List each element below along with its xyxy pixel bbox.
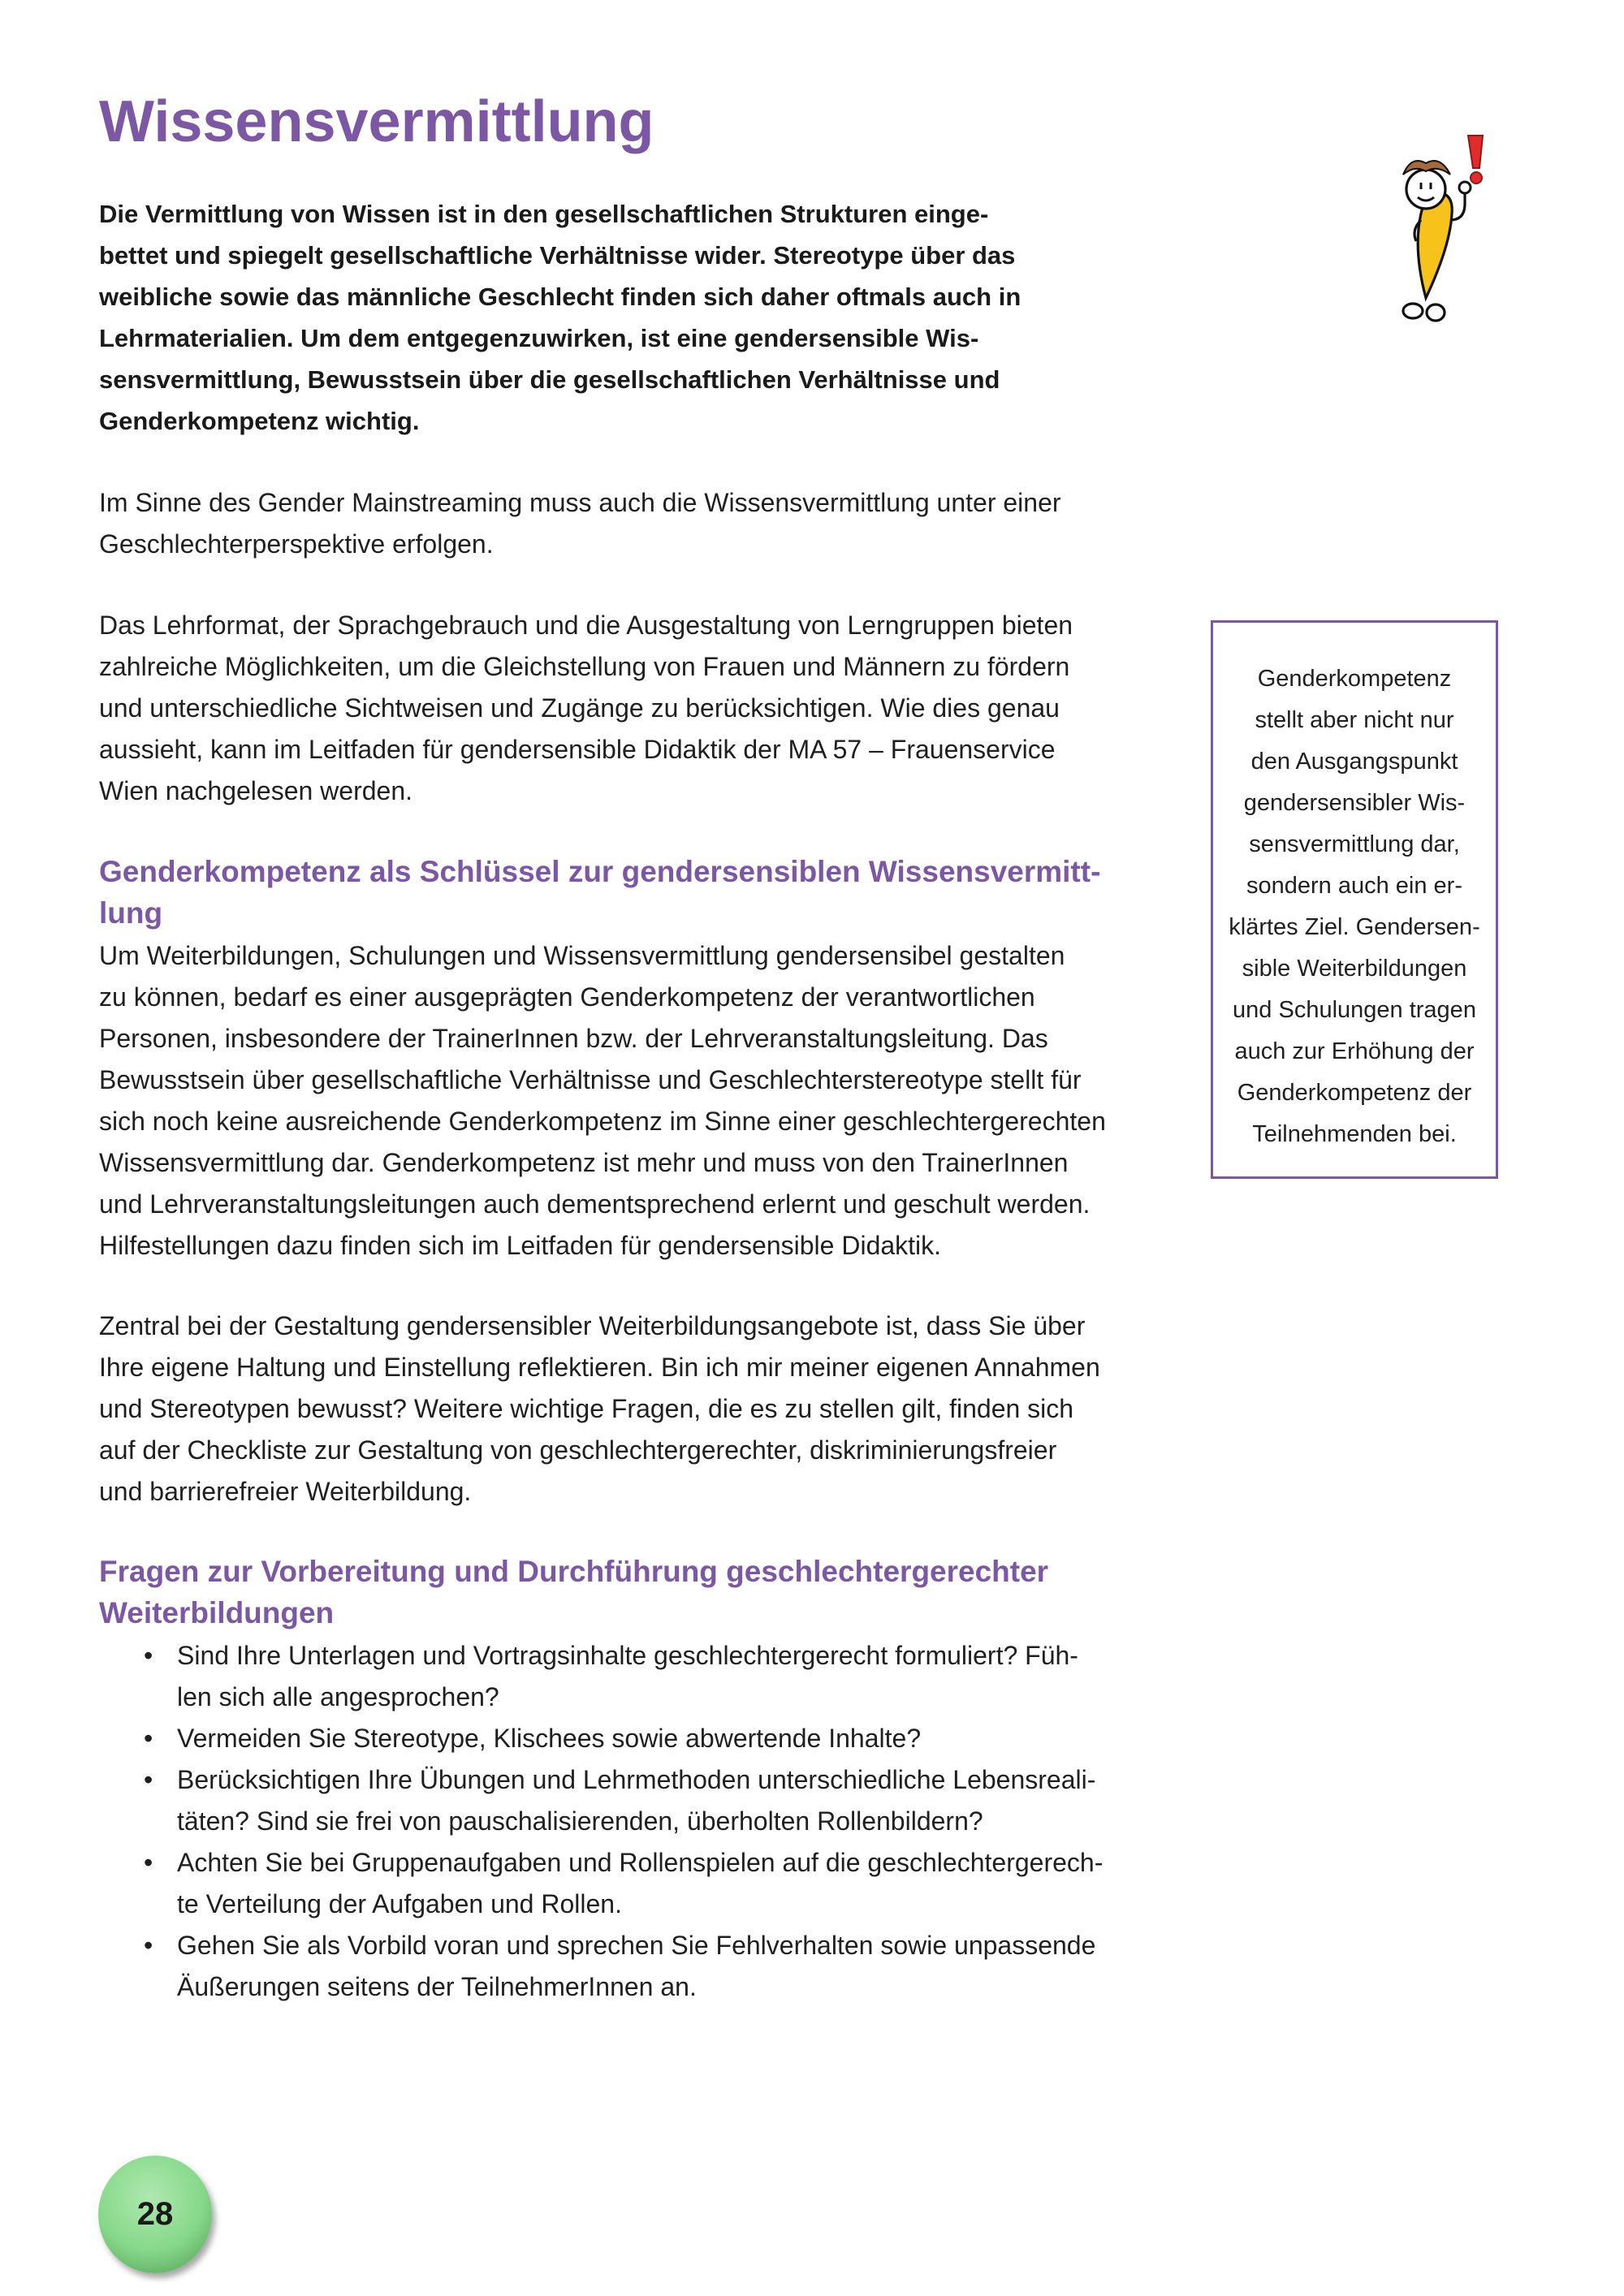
list-item-text: te Verteilung der Aufgaben und Rollen. (177, 1889, 622, 1918)
bullet-icon: • (144, 1848, 153, 1877)
text-line: zu können, bedarf es einer ausgeprägten Genderkompetenz der verantwortlichen (99, 982, 1035, 1012)
text-line: Um Weiterbildungen, Schulungen und Wissensvermittlung gendersensibel gestalten (99, 941, 1065, 970)
list-item-text: täten? Sind sie frei von pauschalisierenden, überholten Rollenbildern? (177, 1806, 983, 1836)
text-line: sible Weiterbildungen (1242, 956, 1467, 982)
text-line: den Ausgangspunkt (1250, 749, 1458, 775)
text-line: sich noch keine ausreichende Genderkompetenz im Sinne einer geschlechtergerechten (99, 1107, 1106, 1136)
list-item-text: Berücksichtigen Ihre Übungen und Lehrmethoden unterschiedliche Lebensreali- (177, 1765, 1096, 1794)
text-line: und Schulungen tragen (1233, 997, 1476, 1023)
question-list (99, 1635, 1103, 2008)
bullet-icon: • (144, 1641, 153, 1670)
text-line: klärtes Ziel. Gendersen- (1229, 914, 1480, 940)
paragraph-genderkompetenz (99, 935, 1106, 1267)
text-line: sondern auch ein er- (1246, 873, 1462, 899)
text-line: stellt aber nicht nur (1255, 707, 1454, 733)
list-item-text: Gehen Sie als Vorbild voran und sprechen Sie Fehlverhalten sowie unpassende (177, 1931, 1096, 1960)
text-line: lung (99, 896, 163, 930)
text-line: Fragen zur Vorbereitung und Durchführung geschlechtergerechter (99, 1555, 1049, 1588)
section-heading-genderkompetenz (99, 851, 1100, 934)
lead-paragraph (99, 193, 1021, 442)
list-item-text: len sich alle angesprochen? (177, 1682, 499, 1711)
text-line: auch zur Erhöhung der (1234, 1038, 1475, 1064)
text-line: Bewusstsein über gesellschaftliche Verhältnisse und Geschlechterstereotype stellt für (99, 1065, 1082, 1094)
paragraph-lehrformat (99, 605, 1073, 812)
bullet-icon: • (144, 1765, 153, 1794)
page-number-badge (98, 2156, 212, 2273)
sidebar-note-box (1211, 620, 1498, 1179)
text-line: Wien nachgelesen werden. (99, 776, 413, 805)
bullet-icon: • (144, 1931, 153, 1960)
list-item (99, 1635, 1103, 1718)
page-number: 28 (136, 2196, 174, 2232)
text-line: Geschlechterperspektive erfolgen. (99, 529, 494, 559)
text-line: aussieht, kann im Leitfaden für gendersensible Didaktik der MA 57 – Frauenservice (99, 735, 1056, 764)
text-line: Weiterbildungen (99, 1596, 335, 1629)
text-line: Personen, insbesondere der TrainerInnen bzw. der Lehrveranstaltungsleitung. Das (99, 1024, 1048, 1053)
text-line: auf der Checkliste zur Gestaltung von geschlechtergerechter, diskriminierungsfreier (99, 1435, 1057, 1465)
text-line: sensvermittlung dar, (1249, 831, 1460, 857)
exclamation-icon (1468, 136, 1483, 183)
text-line: gendersensibler Wis- (1243, 790, 1466, 816)
text-line: Im Sinne des Gender Mainstreaming muss auch die Wissensvermittlung unter einer (99, 488, 1061, 517)
text-line: und unterschiedliche Sichtweisen und Zugänge zu berücksichtigen. Wie dies genau (99, 693, 1060, 723)
list-item (99, 1925, 1103, 2008)
text-line: und barrierefreier Weiterbildung. (99, 1477, 472, 1506)
text-line: Genderkompetenz als Schlüssel zur gendersensiblen Wissensvermitt- (99, 855, 1101, 888)
list-item-text: Achten Sie bei Gruppenaufgaben und Rollenspielen auf die geschlechtergerech- (177, 1848, 1104, 1877)
list-item-text: Sind Ihre Unterlagen und Vortragsinhalte geschlechtergerecht formuliert? Füh- (177, 1641, 1078, 1670)
text-line: sensvermittlung, Bewusstsein über die gesellschaftlichen Verhältnisse und (99, 365, 1000, 394)
text-line: weibliche sowie das männliche Geschlecht finden sich daher oftmals auch in (99, 283, 1021, 311)
text-line: zahlreiche Möglichkeiten, um die Gleichstellung von Frauen und Männern zu fördern (99, 652, 1070, 681)
paragraph-gender-mainstreaming (99, 482, 1061, 565)
page-title: Wissensvermittlung (99, 89, 654, 154)
section-heading-fragen (99, 1551, 1048, 1634)
text-line: Teilnehmenden bei. (1252, 1121, 1457, 1147)
text-line: Wissensvermittlung dar. Genderkompetenz ist mehr und muss von den TrainerInnen (99, 1148, 1069, 1177)
stick-figure-illustration (1372, 81, 1535, 373)
text-line: und Stereotypen bewusst? Weitere wichtige Fragen, die es zu stellen gilt, finden sich (99, 1394, 1074, 1423)
list-item (99, 1718, 1103, 1759)
text-line: Das Lehrformat, der Sprachgebrauch und die Ausgestaltung von Lerngruppen bieten (99, 611, 1073, 640)
list-item (99, 1842, 1103, 1925)
list-item-text: Äußerungen seitens der TeilnehmerInnen an. (177, 1972, 697, 2001)
text-line: Genderkompetenz (1257, 666, 1452, 692)
list-item-text: Vermeiden Sie Stereotype, Klischees sowie abwertende Inhalte? (177, 1724, 922, 1753)
text-line: Genderkompetenz der (1237, 1080, 1472, 1106)
text-line: Die Vermittlung von Wissen ist in den gesellschaftlichen Strukturen einge- (99, 200, 989, 228)
text-line: Hilfestellungen dazu finden sich im Leitfaden für gendersensible Didaktik. (99, 1231, 942, 1260)
bullet-icon: • (144, 1724, 153, 1753)
text-line: bettet und spiegelt gesellschaftliche Verhältnisse wider. Stereotype über das (99, 241, 1016, 270)
text-line: Lehrmaterialien. Um dem entgegenzuwirken, ist eine gendersensible Wis- (99, 324, 979, 352)
text-line: Ihre eigene Haltung und Einstellung reflektieren. Bin ich mir meiner eigenen Annahmen (99, 1353, 1100, 1382)
text-line: Genderkompetenz wichtig. (99, 407, 420, 435)
paragraph-zentral (99, 1306, 1100, 1513)
list-item (99, 1759, 1103, 1842)
text-line: Zentral bei der Gestaltung gendersensibler Weiterbildungsangebote ist, dass Sie über (99, 1311, 1086, 1340)
text-line: und Lehrveranstaltungsleitungen auch dementsprechend erlernt und geschult werden. (99, 1189, 1091, 1219)
